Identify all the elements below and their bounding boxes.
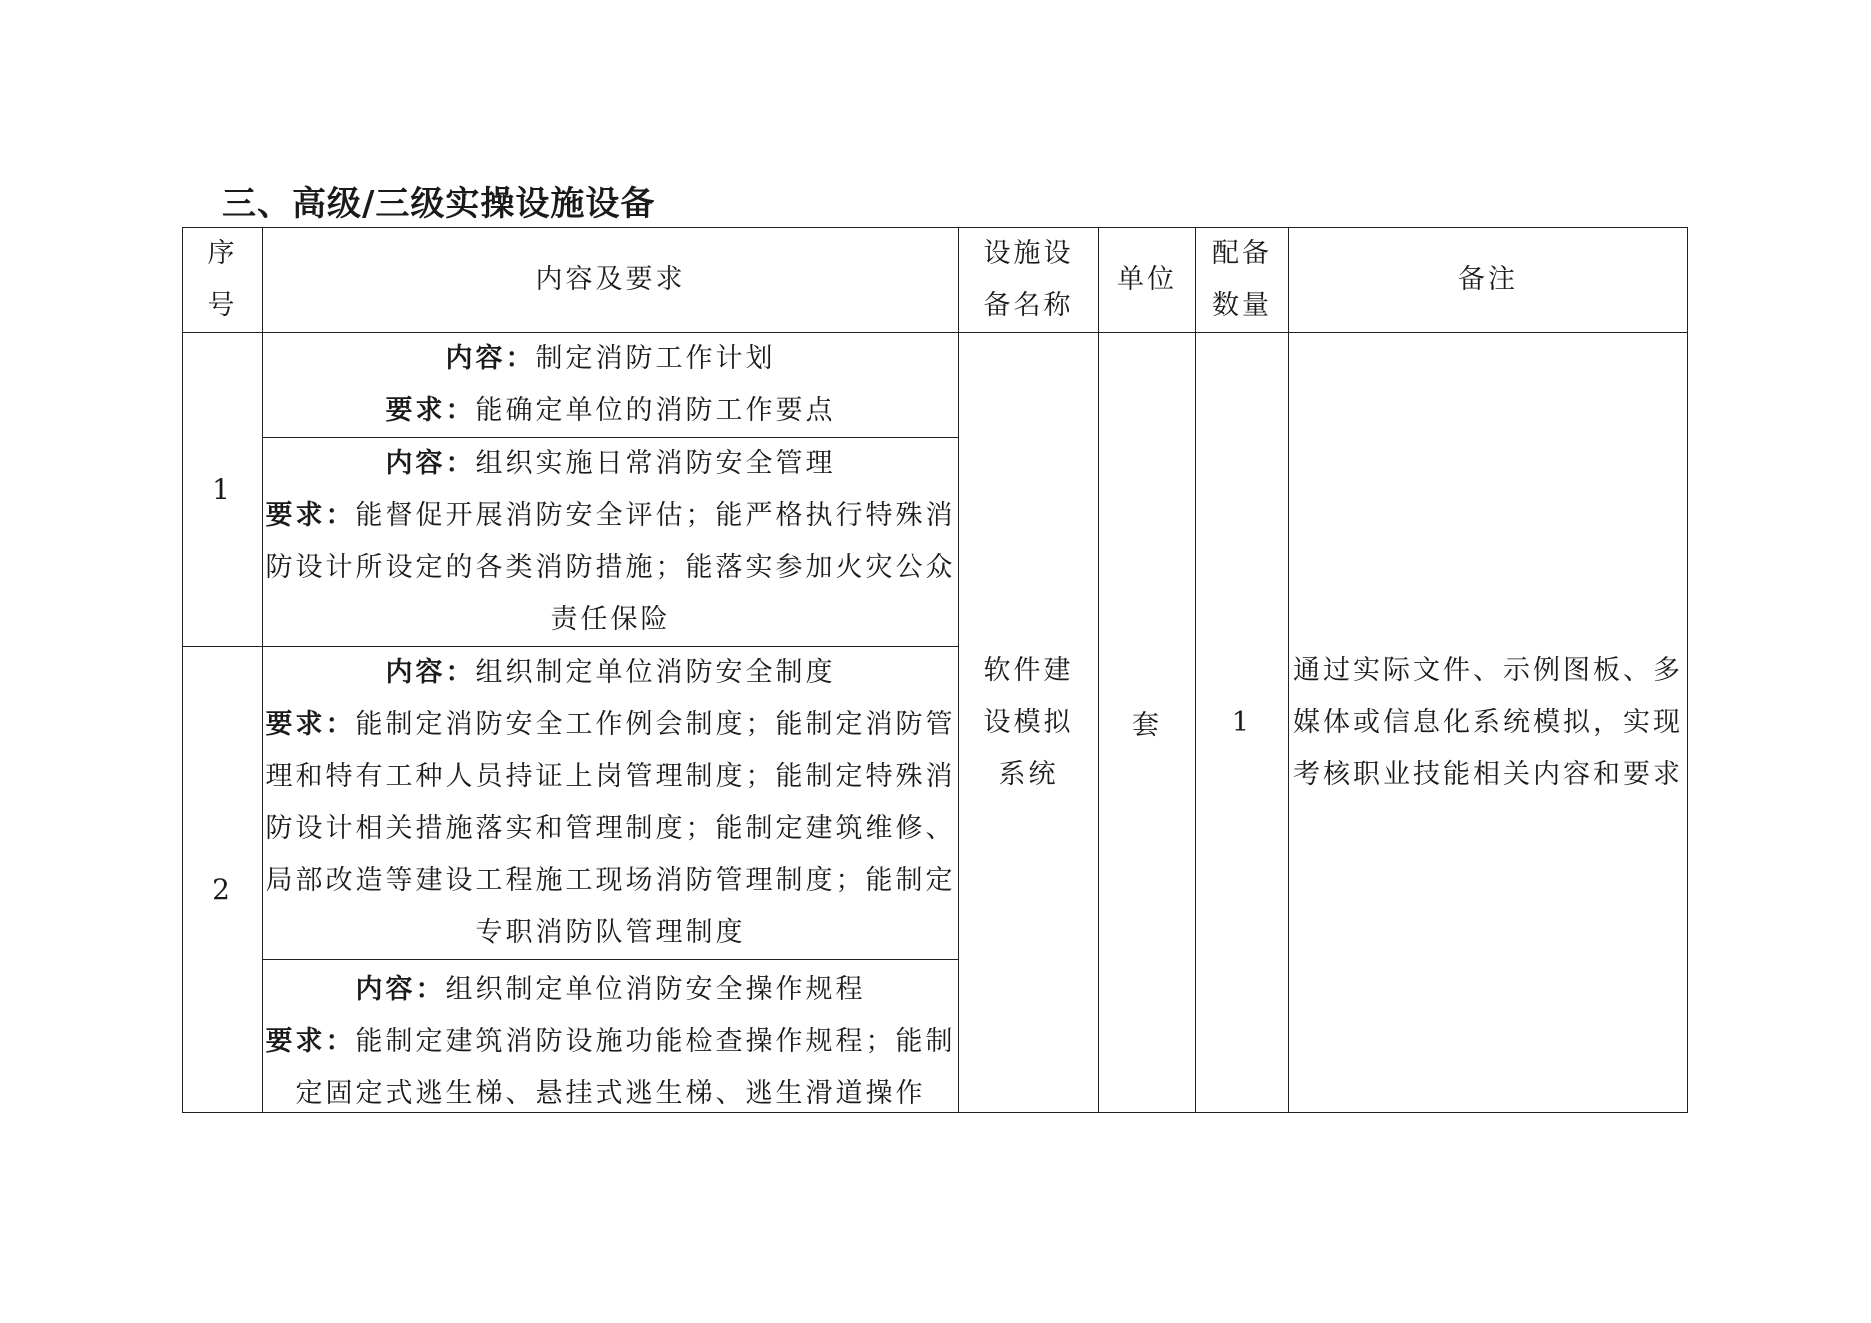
requirement-label: 要求： <box>265 709 356 740</box>
content-line <box>263 964 958 1016</box>
row-seq: 2 <box>183 647 263 1113</box>
header-remarks-text: 备注 <box>1458 264 1518 295</box>
unit-cell: 套 <box>1099 333 1196 1113</box>
content-label: 内容： <box>445 343 536 374</box>
content-line <box>263 647 958 699</box>
content-requirement-cell <box>263 960 959 1113</box>
header-row <box>183 228 1688 333</box>
content-requirement-cell <box>263 333 959 438</box>
section-title: 三、高级/三级实操设施设备 <box>222 184 656 224</box>
requirement-label: 要求： <box>265 1025 356 1057</box>
content-requirement-clip <box>263 964 958 1109</box>
quantity-cell: 1 <box>1196 333 1289 1113</box>
requirement-label: 要求： <box>385 395 476 426</box>
content-line <box>263 333 958 385</box>
requirement-text: 能制定消防安全工作例会制度；能制定消防管理和特有工种人员持证上岗管理制度；能制定特殊消防设计相关措施落实和管理制度；能制定建筑维修、局部改造等建设工程施工现场消防管理制度；能制定专职消防队管理制度 <box>265 709 956 948</box>
requirement-text: 能确定单位的消防工作要点 <box>475 395 836 426</box>
content-text: 组织实施日常消防安全管理 <box>475 448 836 479</box>
content-text: 制定消防工作计划 <box>535 343 776 374</box>
header-quantity <box>1196 228 1289 333</box>
requirement-line <box>263 385 958 437</box>
content-requirement-cell <box>263 647 959 960</box>
row-seq: 1 <box>183 333 263 647</box>
header-unit-text: 单位 <box>1117 264 1177 295</box>
equipment-name-text: 软件建设模拟系统 <box>983 654 1074 790</box>
requirement-line <box>266 500 956 635</box>
requirement-label: 要求： <box>265 500 356 531</box>
equipment-table <box>182 227 1688 1113</box>
header-quantity-text: 配备数量 <box>1212 238 1272 321</box>
header-seq-text: 序号 <box>207 238 238 321</box>
content-label: 内容： <box>355 973 446 1005</box>
header-equipment-name-text: 设施设备名称 <box>983 238 1074 321</box>
requirement-line <box>266 1026 956 1109</box>
content-text: 组织制定单位消防安全制度 <box>475 657 836 688</box>
header-equipment-name <box>959 228 1099 333</box>
content-text: 组织制定单位消防安全操作规程 <box>445 973 866 1005</box>
requirement-text: 能督促开展消防安全评估；能严格执行特殊消防设计所设定的各类消防措施；能落实参加火灾公众责任保险 <box>265 500 956 635</box>
header-remarks <box>1289 228 1688 333</box>
requirement-text: 能制定建筑消防设施功能检查操作规程；能制定固定式逃生梯、悬挂式逃生梯、逃生滑道操作 <box>295 1025 956 1109</box>
content-requirement-cell <box>263 438 959 647</box>
equipment-name-cell <box>959 333 1099 1113</box>
content-line <box>263 438 958 490</box>
content-label: 内容： <box>385 448 476 479</box>
requirement-line <box>266 709 956 948</box>
header-seq <box>183 228 263 333</box>
header-content-requirement <box>263 228 959 333</box>
content-label: 内容： <box>385 657 476 688</box>
table-row <box>183 333 1688 438</box>
remarks-cell: 通过实际文件、示例图板、多媒体或信息化系统模拟，实现考核职业技能相关内容和要求 <box>1289 333 1688 1113</box>
header-unit <box>1099 228 1196 333</box>
header-content-requirement-text: 内容及要求 <box>535 264 686 295</box>
